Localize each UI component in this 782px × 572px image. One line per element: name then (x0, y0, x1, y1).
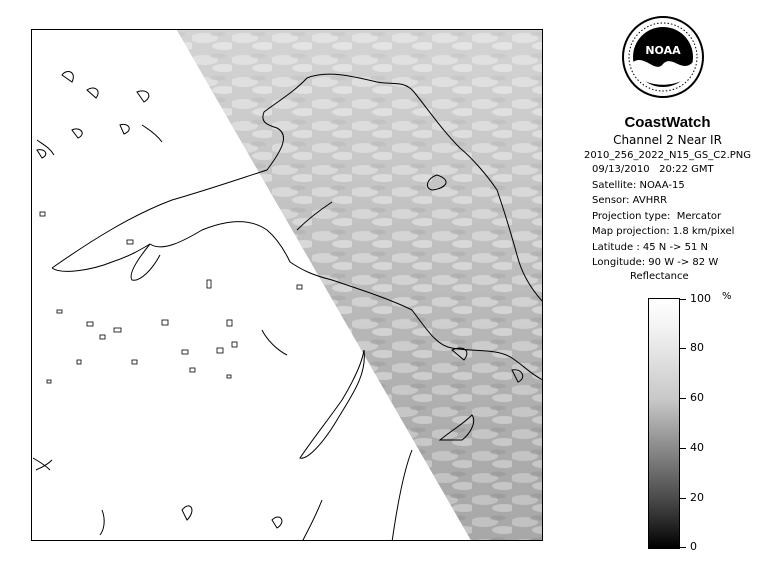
metadata-block (592, 162, 734, 271)
filename: 2010_256_2022_N15_GS_C2.PNG (583, 150, 752, 161)
tick-label: 40 (690, 441, 704, 454)
tick-label: 100 (690, 292, 711, 305)
logo-text: NOAA (645, 44, 681, 57)
tick-mark (680, 547, 686, 548)
small-lakes (40, 212, 302, 383)
projection-type: Projection type: Mercator (592, 210, 722, 222)
longitude: Longitude: 90 W -> 82 W (592, 257, 719, 268)
map-projection: Map projection: 1.8 km/pixel (592, 226, 735, 237)
tick-label: 80 (690, 341, 704, 354)
colorbar (648, 298, 680, 549)
channel-label: Channel 2 Near IR (613, 133, 722, 147)
tick-label: 20 (690, 491, 704, 504)
tick-label: 0 (690, 540, 697, 553)
tick-mark (680, 398, 686, 399)
tick-mark (680, 498, 686, 499)
header-block (560, 108, 775, 161)
tick-label: 60 (690, 391, 704, 404)
satellite: Satellite: NOAA-15 (592, 179, 685, 191)
page-title: CoastWatch (624, 114, 711, 131)
latitude: Latitude : 45 N -> 51 N (592, 241, 708, 253)
map-svg (32, 30, 543, 541)
tick-mark (680, 448, 686, 449)
tick-mark (680, 348, 686, 349)
noaa-logo (620, 14, 706, 100)
legend-unit: % (722, 291, 732, 302)
datetime: 09/13/2010 20:22 GMT (592, 164, 714, 175)
sensor: Sensor: AVHRR (592, 195, 668, 206)
noaa-logo-icon (620, 14, 706, 100)
legend-title: Reflectance (630, 271, 689, 282)
tick-mark (680, 299, 686, 300)
satellite-map[interactable] (31, 29, 543, 541)
